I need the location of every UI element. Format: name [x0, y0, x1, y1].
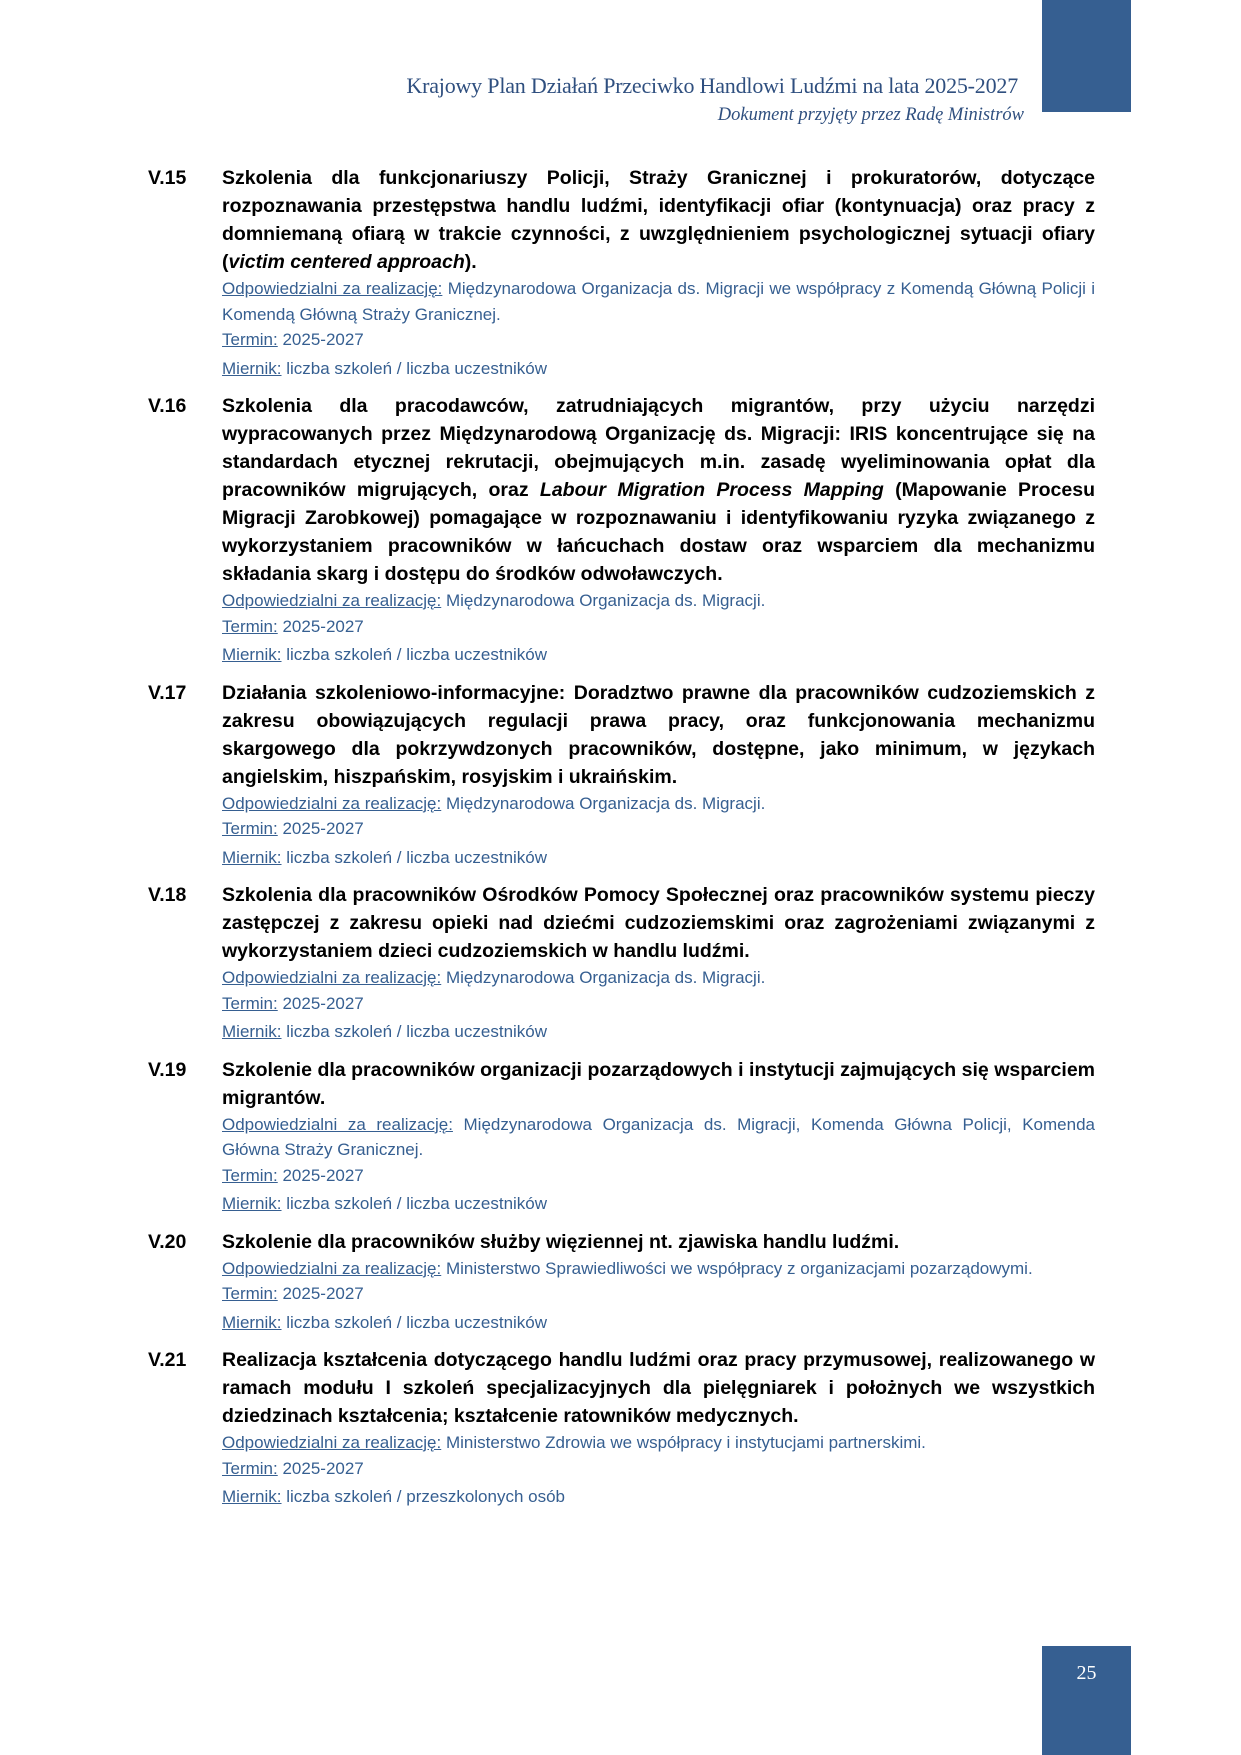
action-list	[148, 164, 1095, 1521]
action-item	[148, 1346, 1095, 1510]
action-item	[148, 679, 1095, 871]
responsible-value: Międzynarodowa Organizacja ds. Migracji.	[445, 591, 766, 610]
action-number: V.19	[148, 1058, 187, 1081]
deadline-value: 2025-2027	[282, 330, 364, 349]
responsible-line	[222, 1112, 1095, 1163]
action-body	[222, 1056, 1095, 1217]
deadline-value: 2025-2027	[282, 993, 364, 1013]
action-body	[222, 679, 1095, 871]
action-title-text: Szkolenie dla pracowników służby więziennej nt. zjawiska handlu ludźmi.	[222, 1230, 900, 1253]
action-number: V.18	[148, 884, 187, 906]
responsible-label: Odpowiedzialni za realizację:	[222, 279, 443, 298]
action-body	[222, 392, 1095, 668]
action-title	[222, 881, 1095, 965]
action-body	[222, 164, 1095, 381]
action-item	[148, 1228, 1095, 1336]
measure-value: liczba szkoleń / przeszkolonych osób	[286, 1487, 565, 1506]
deadline-label: Termin:	[222, 993, 278, 1013]
action-item	[148, 881, 1095, 1045]
measure-label: Miernik:	[222, 645, 282, 664]
responsible-line	[222, 791, 1095, 817]
action-number: V.21	[148, 1349, 187, 1371]
measure-line	[222, 356, 1095, 382]
measure-line	[222, 1484, 1095, 1510]
document-subtitle: Dokument przyjęty przez Radę Ministrów	[717, 105, 1024, 125]
measure-value: liczba szkoleń / liczba uczestników	[286, 1312, 548, 1332]
page-number: 25	[1076, 1662, 1097, 1684]
action-title	[222, 679, 1095, 791]
action-title-text: Szkolenie dla pracowników organizacji pozarządowych i instytucji zajmujących się wsparciem migrantów.	[222, 1058, 1095, 1109]
deadline-line	[222, 327, 1095, 353]
responsible-value: Ministerstwo Zdrowia we współpracy i instytucjami partnerskimi.	[445, 1433, 926, 1452]
deadline-line	[222, 1281, 1095, 1307]
deadline-label: Termin:	[222, 1284, 278, 1303]
action-title-italic: victim centered approach	[228, 251, 465, 273]
action-number: V.20	[148, 1230, 187, 1253]
action-body	[222, 1346, 1095, 1510]
deadline-label: Termin:	[222, 819, 278, 838]
responsible-value: Międzynarodowa Organizacja ds. Migracji we współpracy z Komendą Główną Policji i Komendą Główną Straży Granicznej.	[222, 279, 1095, 324]
responsible-label: Odpowiedzialni za realizację:	[222, 591, 442, 610]
deadline-line	[222, 1163, 1095, 1189]
header-decoration-block	[1042, 0, 1131, 112]
action-title	[222, 1228, 1095, 1256]
responsible-line	[222, 1430, 1095, 1456]
measure-label: Miernik:	[222, 1312, 282, 1332]
document-title: Krajowy Plan Działań Przeciwko Handlowi Ludźmi na lata 2025-2027	[406, 73, 1018, 98]
action-title-text: Szkolenia dla pracodawców, zatrudniających migrantów, przy użyciu narzędzi wypracowanych przez Międzynarodową Organizację ds. Migracji: IRIS koncentrujące się na standardach etycznej rekrutacji, obejmujących m.in. zasadę wyeliminowania opłat dla pracowników migrujących, oraz	[222, 395, 1095, 501]
action-item	[148, 392, 1095, 668]
footer-decoration-block	[1042, 1646, 1131, 1755]
action-number: V.17	[148, 681, 187, 704]
action-item	[148, 1056, 1095, 1217]
responsible-value: Międzynarodowa Organizacja ds. Migracji.	[445, 968, 766, 987]
measure-line	[222, 1019, 1095, 1045]
responsible-label: Odpowiedzialni za realizację:	[222, 1258, 442, 1278]
action-title-italic: Labour Migration Process Mapping	[539, 479, 884, 501]
measure-label: Miernik:	[222, 847, 282, 867]
action-title	[222, 392, 1095, 588]
action-title-text-after: ).	[464, 251, 477, 273]
responsible-label: Odpowiedzialni za realizację:	[222, 1433, 442, 1452]
deadline-line	[222, 1456, 1095, 1482]
measure-line	[222, 1191, 1095, 1217]
deadline-label: Termin:	[222, 1165, 278, 1185]
action-body	[222, 1228, 1095, 1336]
measure-value: liczba szkoleń / liczba uczestników	[286, 1022, 548, 1041]
responsible-value: Międzynarodowa Organizacja ds. Migracji.	[445, 793, 766, 813]
action-title-text: Realizacja kształcenia dotyczącego handlu ludźmi oraz pracy przymusowej, realizowanego w ramach modułu I szkoleń specjalizacyjnych dla pielęgniarek i położnych we wszystkich dziedzinach kształcenia; kształcenie ratowników medycznych.	[222, 1349, 1095, 1427]
measure-label: Miernik:	[222, 358, 282, 378]
deadline-value: 2025-2027	[282, 819, 364, 838]
action-title-text: Szkolenia dla pracowników Ośrodków Pomocy Społecznej oraz pracowników systemu pieczy zastępczej z zakresu opieki nad dziećmi cudzoziemskimi oraz zagrożeniami związanymi z wykorzystaniem dzieci cudzoziemskich w handlu ludźmi.	[222, 884, 1095, 962]
deadline-value: 2025-2027	[282, 616, 364, 636]
action-title-text: Działania szkoleniowo-informacyjne: Doradztwo prawne dla pracowników cudzoziemskich z zakresu obowiązujących regulacji prawa pracy, oraz funkcjonowania mechanizmu skargowego dla pokrzywdzonych pracowników, dostępne, jako minimum, w językach angielskim, hiszpańskim, rosyjskim i ukraińskim.	[222, 681, 1095, 788]
responsible-label: Odpowiedzialni za realizację:	[222, 793, 442, 813]
action-number: V.16	[148, 395, 187, 417]
responsible-line	[222, 276, 1095, 327]
measure-value: liczba szkoleń / liczba uczestników	[286, 1194, 548, 1213]
action-title-text: Szkolenia dla funkcjonariuszy Policji, Straży Granicznej i prokuratorów, dotyczące rozpoznawania przestępstwa handlu ludźmi, identyfikacji ofiar (kontynuacja) oraz pracy z domniemaną ofiarą w trakcie czynności, z uwzględnieniem psychologicznej sytuacji ofiary (	[222, 167, 1095, 273]
action-title	[222, 1346, 1095, 1430]
responsible-label: Odpowiedzialni za realizację:	[222, 1114, 453, 1134]
measure-value: liczba szkoleń / liczba uczestników	[286, 645, 548, 664]
deadline-line	[222, 614, 1095, 640]
measure-line	[222, 642, 1095, 668]
deadline-label: Termin:	[222, 1458, 278, 1478]
measure-value: liczba szkoleń / liczba uczestników	[286, 358, 548, 378]
action-item	[148, 164, 1095, 381]
deadline-value: 2025-2027	[282, 1284, 364, 1303]
deadline-label: Termin:	[222, 330, 278, 349]
responsible-value: Międzynarodowa Organizacja ds. Migracji, Komenda Główna Policji, Komenda Główna Straży Granicznej.	[222, 1114, 1095, 1159]
action-body	[222, 881, 1095, 1045]
responsible-line	[222, 1256, 1095, 1282]
deadline-label: Termin:	[222, 616, 278, 636]
action-number: V.15	[148, 167, 187, 189]
deadline-line	[222, 991, 1095, 1017]
action-title-text-after: (Mapowanie Procesu Migracji Zarobkowej) pomagające w rozpoznawaniu i identyfikowaniu ryzyka związanego z wykorzystaniem pracowników w łańcuchach dostaw oraz wsparciem dla mechanizmu składania skarg i dostępu do środków odwoławczych.	[222, 479, 1095, 585]
responsible-line	[222, 588, 1095, 614]
action-title	[222, 164, 1095, 276]
measure-label: Miernik:	[222, 1022, 282, 1041]
deadline-value: 2025-2027	[282, 1165, 364, 1185]
measure-line	[222, 1310, 1095, 1336]
measure-label: Miernik:	[222, 1194, 282, 1213]
measure-value: liczba szkoleń / liczba uczestników	[286, 847, 548, 867]
deadline-line	[222, 816, 1095, 842]
deadline-value: 2025-2027	[282, 1458, 364, 1478]
measure-line	[222, 845, 1095, 871]
action-title	[222, 1056, 1095, 1112]
responsible-value: Ministerstwo Sprawiedliwości we współpracy z organizacjami pozarządowymi.	[445, 1258, 1033, 1278]
responsible-label: Odpowiedzialni za realizację:	[222, 968, 442, 987]
measure-label: Miernik:	[222, 1487, 282, 1506]
responsible-line	[222, 965, 1095, 991]
